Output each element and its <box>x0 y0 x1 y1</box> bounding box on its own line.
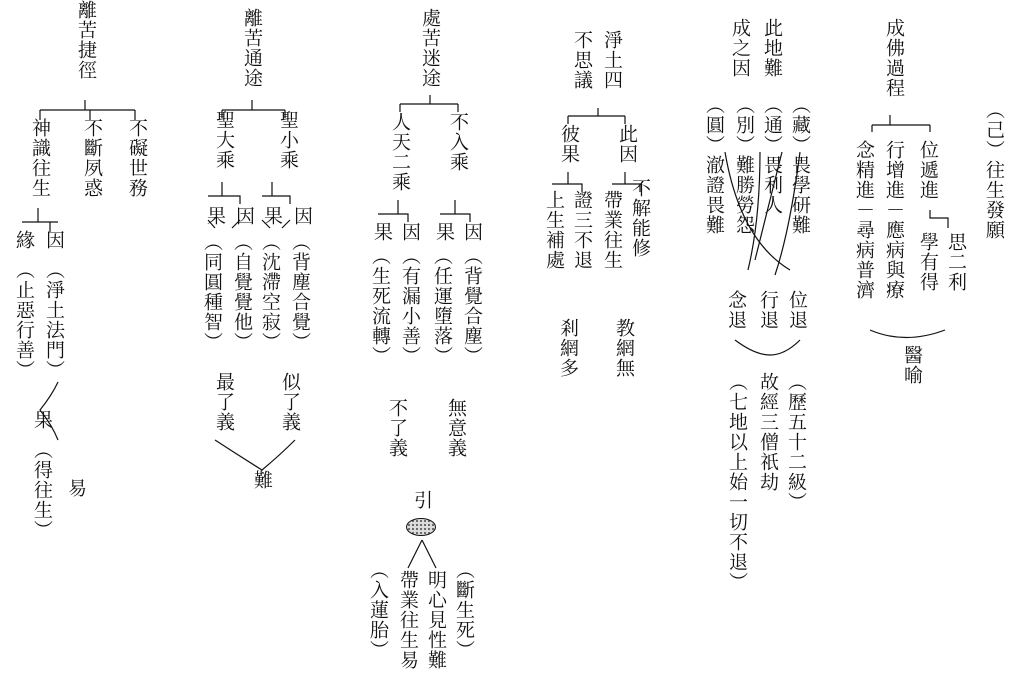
pureland-that-fruit: 彼果 <box>558 124 580 164</box>
through-fruit-g: 果 <box>204 206 226 226</box>
shortcut-n2: 不斷夙惑 <box>81 118 103 198</box>
confuse-paren-left: （入蓮胎） <box>367 560 389 660</box>
process-study: 學有得 <box>917 232 939 292</box>
confuse-bottom2: 不了義 <box>386 398 408 458</box>
process-think: 思二利 <box>945 232 967 292</box>
shortcut-easy: 易 <box>65 478 87 498</box>
pureland-this-cause: 此因 <box>616 124 638 164</box>
confuse-p3: （有漏小善） <box>399 246 421 366</box>
shortcut-p2: （止惡行善） <box>13 260 35 380</box>
through-cause-g: 因 <box>233 206 255 226</box>
difficulty-b2: 行退 <box>757 290 779 330</box>
through-small: 聖小乘 <box>277 110 299 170</box>
confuse-head: 處苦迷途 <box>419 8 441 88</box>
shortcut-p3: （得往生） <box>31 440 53 540</box>
through-b1: 似了義 <box>279 372 301 432</box>
confuse-p2: （任運墮落） <box>431 246 453 366</box>
through-p3: （自覺覺他） <box>231 232 253 352</box>
pureland-b2: 剎網多 <box>557 318 579 378</box>
confuse-lead: 引 <box>411 490 433 510</box>
confuse-cause-a: 因 <box>399 222 421 242</box>
difficulty-reason: 故經三僧祇劫 <box>757 372 779 492</box>
process-note: 醫喻 <box>901 345 923 385</box>
through-cause-s: 因 <box>291 206 313 226</box>
process-practice: 行增進－應病與療 <box>883 140 905 300</box>
confuse-small-vehicle: 不入乘 <box>447 112 469 172</box>
confuse-arrow-mid: 明心見性難 <box>425 570 447 670</box>
through-fruit-s: 果 <box>261 206 283 226</box>
confuse-fruit-a: 果 <box>371 222 393 242</box>
pureland-c4: 上生補處 <box>543 190 565 270</box>
shortcut-fruit-label: 緣 <box>13 230 35 250</box>
through-result: 難 <box>251 470 273 490</box>
through-p1: （背塵合覺） <box>289 232 311 352</box>
confuse-p4: （生死流轉） <box>369 246 391 366</box>
confuse-cause-b: 因 <box>461 222 483 242</box>
difficulty-b3: 念退 <box>725 290 747 330</box>
pureland-head: 淨土四 <box>601 30 623 90</box>
difficulty-head2: 成之因 <box>729 18 751 78</box>
pureland-c1: 不解能修 <box>629 178 651 258</box>
pureland-b1: 教網無 <box>613 318 635 378</box>
confuse-bottom1: 無意義 <box>445 398 467 458</box>
through-head: 離苦通途 <box>241 8 263 88</box>
process-mindfulness: 念精進－尋病普濟 <box>853 140 875 300</box>
shortcut-n3: 神識往生 <box>29 118 51 198</box>
shortcut-result: 果 <box>31 410 53 430</box>
pureland-c3: 證三不退 <box>571 190 593 270</box>
difficulty-item-3: （別）難勝勞怨 <box>733 95 755 235</box>
difficulty-head: 此地難 <box>761 18 783 78</box>
difficulty-item-4: （圓）澈證畏難 <box>703 95 725 235</box>
confuse-fruit-b: 果 <box>433 222 455 242</box>
difficulty-paren2: （七地以上始一切不退） <box>726 372 748 592</box>
shortcut-head: 離苦捷徑 <box>75 0 97 80</box>
shortcut-cause: 因 <box>43 230 65 250</box>
difficulty-paren1: （歷五十二級） <box>785 372 807 512</box>
shortcut-p1: （淨土法門） <box>43 260 65 380</box>
shortcut-n1: 不礙世務 <box>126 118 148 198</box>
through-b2: 最了義 <box>213 372 235 432</box>
through-great: 聖大乘 <box>213 110 235 170</box>
process-position: 位遞進 <box>917 140 939 200</box>
confuse-human-heaven: 人天二乘 <box>389 112 411 192</box>
difficulty-b1: 位退 <box>786 290 808 330</box>
title: （己）往生發願 <box>983 100 1005 240</box>
confuse-p1: （背覺合塵） <box>461 246 483 366</box>
confuse-arrow-left: 帶業往生易 <box>397 570 419 670</box>
confuse-paren-right: （斷生死） <box>453 560 475 660</box>
difficulty-item-1: （藏）畏學研難 <box>789 95 811 235</box>
through-p2: （沈滯空寂） <box>259 232 281 352</box>
through-p4: （同圓種智） <box>201 232 223 352</box>
lotus-seed-icon <box>406 518 436 536</box>
pureland-head2: 不思議 <box>571 30 593 90</box>
pureland-c2: 帶業往生 <box>601 190 623 270</box>
process-head: 成佛過程 <box>883 18 905 98</box>
difficulty-item-2: （通）畏利人 <box>761 95 783 215</box>
